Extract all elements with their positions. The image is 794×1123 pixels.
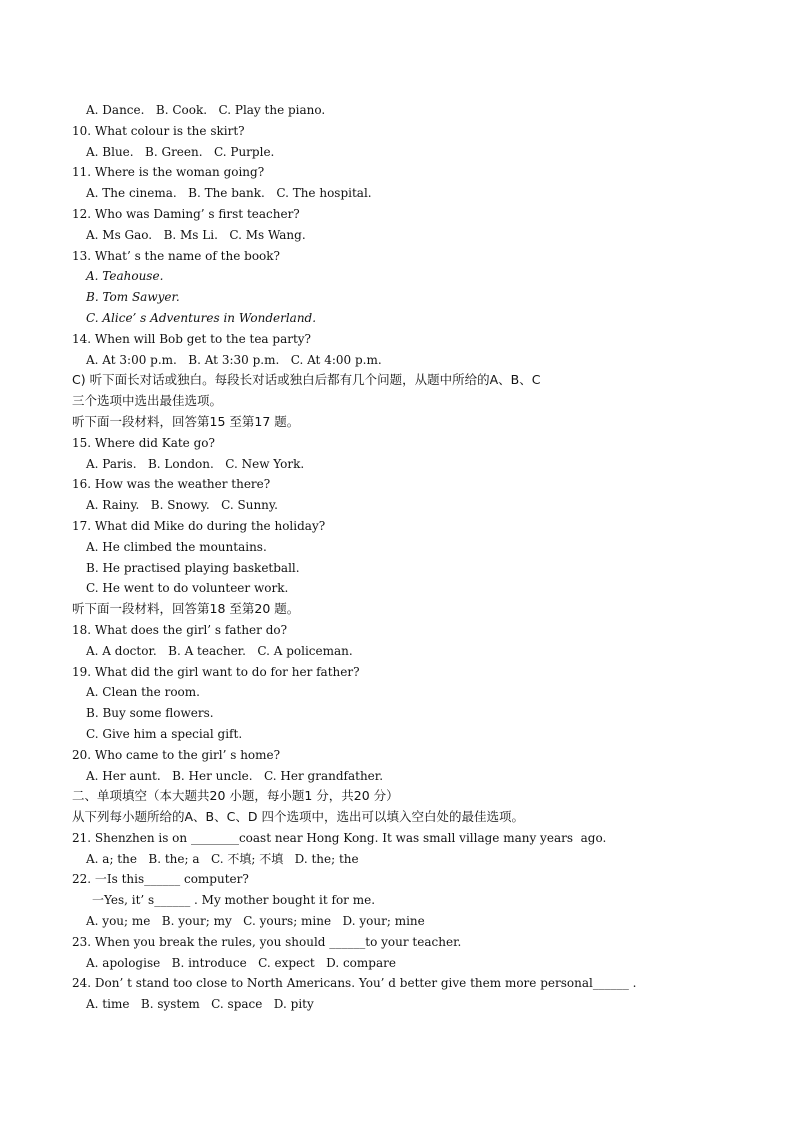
instruction-line: 二、单项填空（本大题共20 小题，每小题1 分，共20 分） <box>72 788 399 804</box>
option-line: A. a; the B. the; a C. 不填; 不填 D. the; the <box>86 851 359 866</box>
option-line: A. Rainy. B. Snowy. C. Sunny. <box>86 498 278 513</box>
option-line: A. Ms Gao. B. Ms Li. C. Ms Wang. <box>86 227 306 242</box>
instruction-line: 听下面一段材料，回答第18 至第20 题。 <box>72 601 300 617</box>
question-line: 23. When you break the rules, you should ______to your teacher. <box>72 934 462 949</box>
question-line: 21. Shenzhen is on ________coast near Hong Kong. It was small village many years ago. <box>72 830 607 845</box>
option-line: C. Give him a special gift. <box>86 726 243 741</box>
option-line: A. apologise B. introduce C. expect D. compare <box>86 955 396 970</box>
question-line: 17. What did Mike do during the holiday? <box>72 518 326 533</box>
question-line: 19. What did the girl want to do for her father? <box>72 664 360 679</box>
question-line: 16. How was the weather there? <box>72 477 271 492</box>
question-line: 20. Who came to the girl’ s home? <box>72 747 281 762</box>
instruction-line: C) 听下面长对话或独白。每段长对话或独白后都有几个问题，从题中所给的A、B、C <box>72 372 541 388</box>
option-line: A. Her aunt. B. Her uncle. C. Her grandfather. <box>86 768 384 783</box>
option-line: A. He climbed the mountains. <box>86 539 267 554</box>
option-line: A. A doctor. B. A teacher. C. A policeman. <box>86 643 353 658</box>
option-line: B. He practised playing basketball. <box>86 560 300 575</box>
option-line: A. Blue. B. Green. C. Purple. <box>86 144 275 159</box>
question-line: 22. 一Is this______ computer? <box>72 872 249 887</box>
option-line: 一Yes, it’ s______ . My mother bought it for me. <box>92 893 376 908</box>
question-line: 10. What colour is the skirt? <box>72 123 245 138</box>
option-line: C. Alice’ s Adventures in Wonderland. <box>86 310 317 325</box>
question-line: 11. Where is the woman going? <box>72 165 265 180</box>
option-line: A. time B. system C. space D. pity <box>86 997 314 1012</box>
option-line: B. Tom Sawyer. <box>86 290 180 305</box>
question-line: 24. Don’ t stand too close to North Americans. You’ d better give them more personal______ . <box>72 976 637 991</box>
option-line: A. Teahouse. <box>86 269 164 284</box>
option-line: A. Dance. B. Cook. C. Play the piano. <box>86 103 326 117</box>
option-line: A. you; me B. your; my C. yours; mine D. your; mine <box>86 914 425 929</box>
option-line: A. Clean the room. <box>86 685 200 700</box>
option-line: A. At 3:00 p.m. B. At 3:30 p.m. C. At 4:00 p.m. <box>86 352 382 367</box>
exam-page <box>72 100 732 1015</box>
question-line: 14. When will Bob get to the tea party? <box>72 331 311 346</box>
instruction-line: 从下列每小题所给的A、B、C、D 四个选项中，选出可以填入空白处的最佳选项。 <box>72 809 524 825</box>
question-line: 15. Where did Kate go? <box>72 435 215 450</box>
option-line: A. Paris. B. London. C. New York. <box>86 456 305 471</box>
question-line: 18. What does the girl’ s father do? <box>72 622 288 637</box>
option-line: C. He went to do volunteer work. <box>86 581 289 596</box>
instruction-line: 听下面一段材料，回答第15 至第17 题。 <box>72 413 300 429</box>
option-line: B. Buy some flowers. <box>86 706 214 721</box>
question-line: 12. Who was Daming’ s first teacher? <box>72 206 300 221</box>
question-line: 13. What’ s the name of the book? <box>72 248 280 263</box>
option-line: A. The cinema. B. The bank. C. The hospital. <box>86 186 372 201</box>
instruction-line: 三个选项中选出最佳选项。 <box>72 393 223 409</box>
